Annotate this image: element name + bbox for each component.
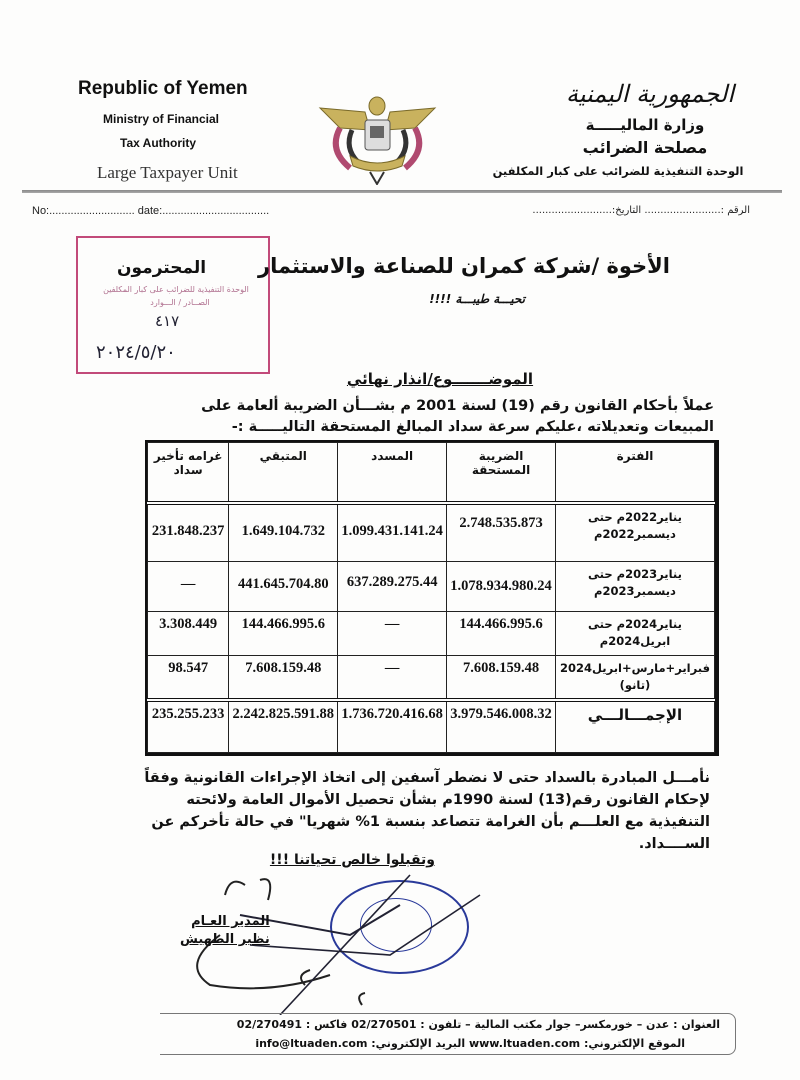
cell-paid: — <box>338 611 447 655</box>
header-arabic-country: الجمهورية اليمنية <box>565 80 735 108</box>
header-arabic-authority: مصلحة الضرائب <box>582 138 708 157</box>
header-english-country: Republic of Yemen <box>78 78 248 99</box>
cell-late-fine: 98.547 <box>148 655 229 700</box>
stamp-title: المحترمون <box>117 258 207 278</box>
header-english-ministry: Ministry of Financial <box>103 112 220 126</box>
cell-period: يناير2024م حتى ابريل2024م <box>555 611 714 655</box>
stamp-number: ٤١٧ <box>155 312 180 330</box>
signer-name: نظير الطهيش <box>180 932 270 947</box>
closing-paragraph: نأمـــل المبادرة بالسداد حتى لا نضطر آسفين إلى اتخاذ الإجراءات القانونية وفقاً لإحكام القانون رقم(13) لسنة 1990م بشأن تحصيل الأموال العامة ولائحته التنفيذية مع العلـــم بأن الغرامة تتصاعد بنسبة 1% شهريا" في حالة تأخركم عن الســــداد. <box>144 770 710 852</box>
header-english-authority: Tax Authority <box>120 136 197 150</box>
cell-total-paid: 1.736.720.416.68 <box>338 700 447 753</box>
header-period: الفترة <box>555 443 714 504</box>
stamp-unit-line: الوحدة التنفيذية للضرائب على كبار المكلفين <box>103 285 249 294</box>
cell-remaining: 7.608.159.48 <box>229 655 338 700</box>
stamp-type-line: الصــادر / الـــوارد <box>150 298 210 307</box>
table-total-row <box>148 700 715 753</box>
cell-total-label: الإجمـــالـــي <box>555 700 714 753</box>
reference-no-date-english: No:............................ date:................................... <box>32 205 270 217</box>
table-row <box>148 611 715 655</box>
cell-total-tax-due: 3.979.546.008.32 <box>447 700 556 753</box>
header-tax-due: الضريبة المستحقة <box>447 443 556 504</box>
table-row <box>148 655 715 700</box>
cell-tax-due: 144.466.995.6 <box>447 611 556 655</box>
table-header-row <box>148 443 715 504</box>
footer-web: الموقع الإلكتروني: www.ltuaden.com البريد الإلكتروني: info@ltuaden.com <box>255 1037 685 1050</box>
greeting: تحيـــة طيبـــة !!!! <box>429 292 525 306</box>
cell-tax-due: 7.608.159.48 <box>447 655 556 700</box>
cell-paid: — <box>338 655 447 700</box>
subject-line <box>0 370 800 388</box>
cell-total-late-fine: 235.255.233 <box>148 700 229 753</box>
intro-paragraph: عملاً بأحكام القانون رقم (19) لسنة 2001 م بشـــأن الضريبة ألعامة على المبيعات وتعديلاته ،عليكم سرعة سداد المبالغ المستحقة التاليـــــة :- <box>201 398 714 435</box>
subject-text: الموضـــــــوع/انذار نهائي <box>346 370 534 388</box>
yemen-emblem-icon <box>310 90 445 185</box>
signer-block <box>180 913 270 949</box>
cell-paid: 637.289.275.44 <box>338 561 447 611</box>
header-late-fine: غرامه تأخير سداد <box>148 443 229 504</box>
table-row <box>148 561 715 611</box>
addressee: الأخوة /شركة كمران للصناعة والاستثمار <box>257 254 670 278</box>
table-row <box>148 503 715 561</box>
cell-remaining: 441.645.704.80 <box>229 561 338 611</box>
cell-tax-due: 2.748.535.873 <box>447 503 556 561</box>
cell-remaining: 144.466.995.6 <box>229 611 338 655</box>
cell-tax-due: 1.078.934.980.24 <box>447 561 556 611</box>
cell-paid: 1.099.431.141.24 <box>338 503 447 561</box>
stamp-date: ٢٠٢٤/٥/٢٠ <box>96 342 176 363</box>
footer-address: العنوان : عدن – خورمكسر– جوار مكتب المالية – تلفون : 02/270501 فاكس : 02/270491 <box>236 1018 720 1031</box>
reference-no-date-arabic: الرقم :........................ التاريخ:......................... <box>532 205 750 216</box>
dues-table <box>145 440 719 756</box>
cell-period: يناير2022م حتى ديسمبر2022م <box>555 503 714 561</box>
cell-late-fine: — <box>148 561 229 611</box>
cell-remaining: 1.649.104.732 <box>229 503 338 561</box>
signer-title: المدير العـام <box>191 914 270 929</box>
cell-late-fine: 231.848.237 <box>148 503 229 561</box>
cell-late-fine: 3.308.449 <box>148 611 229 655</box>
header-english-unit: Large Taxpayer Unit <box>97 163 238 182</box>
cell-period: يناير2023م حتى ديسمبر2023م <box>555 561 714 611</box>
regards-line: وتقبلوا خالص تحياتنا !!! <box>269 852 435 868</box>
cell-period: فبراير+مارس+ابريل2024 (تانو) <box>555 655 714 700</box>
header-arabic-ministry: وزارة الماليـــــة <box>585 116 705 134</box>
header-remaining: المتبقي <box>229 443 338 504</box>
header-divider <box>22 190 782 193</box>
cell-total-remaining: 2.242.825.591.88 <box>229 700 338 753</box>
header-arabic-unit: الوحدة التنفيذية للضرائب على كبار المكلفين <box>492 164 744 178</box>
header-paid: المسدد <box>338 443 447 504</box>
